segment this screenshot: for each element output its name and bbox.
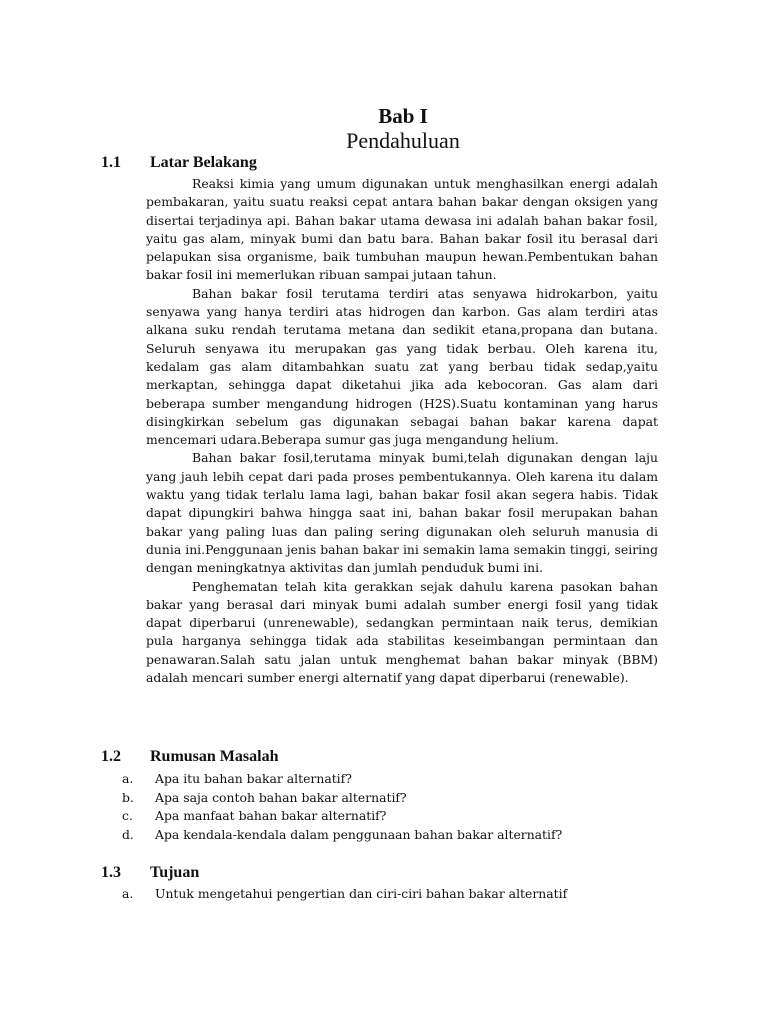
- section-title: Rumusan Masalah: [150, 748, 279, 765]
- rumusan-masalah-list: [0, 770, 562, 844]
- latar-belakang-body: [146, 175, 658, 687]
- paragraph: Penghematan telah kita gerakkan sejak dahulu karena pasokan bahan bakar yang berasal dari minyak bumi adalah sumber energi fosil yang tidak dapat diperbarui (unrenewable), sedangkan permintaan naik terus, demikian pula harganya sehingga tidak ada stabilitas keseimbangan permintaan dan penawaran.Salah satu jalan untuk menghemat bahan bakar minyak (BBM) adalah mencari sumber energi alternatif yang dapat diperbarui (renewable).: [146, 578, 658, 686]
- list-marker: a.: [122, 771, 134, 786]
- tujuan-list: [0, 885, 567, 904]
- list-marker: c.: [122, 808, 133, 824]
- paragraph: Bahan bakar fosil terutama terdiri atas senyawa hidrokarbon, yaitu senyawa yang hanya terdiri atas hidrogen dan karbon. Gas alam terdiri atas alkana suku rendah terutama metana dan sedikit etana,propana dan butana. Seluruh senyawa itu merupakan gas yang tidak berbau. Oleh karena itu, kedalam gas alam ditambahkan suatu zat yang berbau tidak sedap,yaitu merkaptan, sehingga dapat diketahui jika ada kebocoran. Gas alam dari beberapa sumber mengandung hidrogen (H2S).Suatu kontaminan yang harus disingkirkan sebelum gas digunakan sebagai bahan bakar karena dapat mencemari udara.Beberapa sumur gas juga mengandung helium.: [146, 285, 658, 448]
- list-marker: b.: [122, 789, 134, 805]
- section-heading-tujuan: [101, 864, 199, 882]
- section-heading-rumusan-masalah: [101, 748, 278, 766]
- list-item: [0, 789, 562, 808]
- section-number: 1.1: [101, 154, 121, 171]
- list-item: [0, 807, 562, 826]
- paragraph: Reaksi kimia yang umum digunakan untuk menghasilkan energi adalah pembakaran, yaitu suatu reaksi cepat antara bahan bakar dengan oksigen yang disertai terjadinya api. Bahan bakar utama dewasa ini adalah bahan bakar fosil, yaitu gas alam, minyak bumi dan batu bara. Bahan bakar fosil itu berasal dari pelapukan sisa organisme, baik tumbuhan maupun hewan.Pembentukan bahan bakar fosil ini memerlukan ribuan sampai jutaan tahun.: [146, 176, 658, 283]
- section-number: 1.3: [101, 864, 121, 881]
- list-item-text: Apa kendala-kendala dalam penggunaan bahan bakar alternatif?: [155, 826, 563, 842]
- list-item-text: Apa manfaat bahan bakar alternatif?: [155, 808, 387, 824]
- list-item-text: Apa saja contoh bahan bakar alternatif?: [155, 789, 407, 805]
- section-heading-latar-belakang: [101, 154, 257, 172]
- section-title: Latar Belakang: [150, 154, 257, 171]
- paragraph: Bahan bakar fosil,terutama minyak bumi,telah digunakan dengan laju yang jauh lebih cepat dari pada proses pembentukannya. Oleh karena itu dalam waktu yang tidak terlalu lama lagi, bahan bakar fosil akan segera habis. Tidak dapat dipungkiri bahwa hingga saat ini, bahan bakar fosil merupakan bahan bakar yang paling luas dan paling sering digunakan oleh seluruh manusia di dunia ini.Penggunaan jenis bahan bakar ini semakin lama semakin tinggi, seiring dengan meningkatnya aktivitas dan jumlah penduduk bumi ini.: [146, 450, 658, 576]
- section-title: Tujuan: [150, 864, 200, 881]
- list-item: [0, 770, 562, 789]
- list-item-text: Untuk mengetahui pengertian dan ciri-ciri bahan bakar alternatif: [155, 886, 568, 901]
- section-number: 1.2: [101, 748, 121, 765]
- chapter-title: Pendahuluan: [346, 128, 460, 153]
- list-marker: a.: [122, 886, 134, 901]
- list-item: [0, 826, 562, 845]
- list-item: [0, 885, 567, 904]
- list-marker: d.: [122, 826, 134, 842]
- list-item-text: Apa itu bahan bakar alternatif?: [155, 771, 352, 786]
- chapter-label: Bab I: [378, 104, 428, 128]
